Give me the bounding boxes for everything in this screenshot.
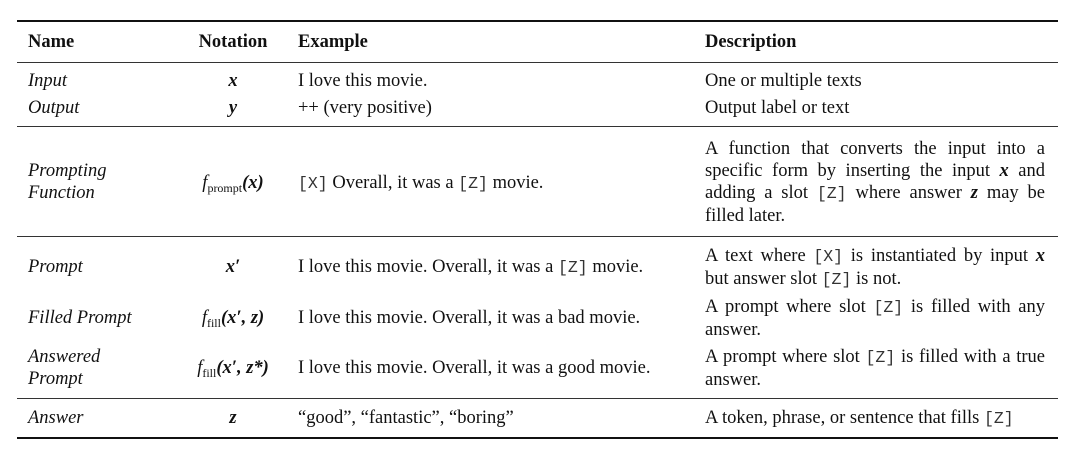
row-filled-prompt-notation: $f_{fill}(x'$, z) (201, 308, 265, 330)
row-answer-example: “good”, “fantastic”, “boring” (298, 408, 514, 428)
top-rule (17, 20, 1058, 22)
bottom-rule (17, 437, 1058, 439)
row-answered-prompt-notation: $f_{fill}(x'$, z*) (197, 358, 269, 380)
header-rule (17, 62, 1058, 63)
row-answered-prompt-example: I love this movie. Overall, it was a good movie. (298, 358, 651, 378)
row-input-name: Input (28, 71, 68, 91)
row-prompt-description: A text where [X] is instantiated by input x but answer slot [Z] is not. (705, 246, 1045, 289)
header-description: Description (705, 32, 797, 52)
row-output-description: Output label or text (705, 98, 850, 118)
section-rule-3 (17, 398, 1058, 399)
row-output-notation: y (228, 98, 238, 118)
row-prompting-function-name: Prompting Function (28, 161, 107, 203)
section-rule-2 (17, 236, 1058, 237)
row-answer-notation: z (229, 408, 237, 428)
row-prompting-function-description: A function that converts the input into a specific form by inserting the input x and adding a slot [Z] where answer z may be filled later. (705, 139, 1046, 226)
row-answer-name: Answer (28, 408, 84, 428)
row-answer-description: A token, phrase, or sentence that fills [Z] (705, 408, 1014, 428)
row-input-notation: x (228, 71, 238, 91)
header-example: Example (298, 32, 368, 52)
row-answered-prompt-name: Answered Prompt (28, 347, 101, 389)
row-output-example: ++ (very positive) (298, 98, 432, 118)
row-prompt-notation: x′ (225, 257, 241, 277)
row-input-example: I love this movie. (298, 71, 428, 91)
row-prompt-name: Prompt (28, 257, 83, 277)
row-filled-prompt-example: I love this movie. Overall, it was a bad movie. (298, 308, 641, 328)
notation-table (17, 0, 1058, 451)
row-answered-prompt-description: A prompt where slot [Z] is filled with a true answer. (705, 347, 1045, 390)
section-rule-1 (17, 126, 1058, 127)
row-filled-prompt-description: A prompt where slot [Z] is filled with any answer. (705, 297, 1045, 340)
header-notation: Notation (198, 32, 268, 52)
row-output-name: Output (28, 98, 80, 118)
header-name: Name (28, 32, 75, 52)
row-filled-prompt-name: Filled Prompt (28, 308, 132, 328)
row-prompting-function-notation: $f_{prompt}(x)$ (202, 173, 264, 195)
row-prompt-example: I love this movie. Overall, it was a [Z] movie. (298, 257, 644, 277)
row-input-description: One or multiple texts (705, 71, 862, 91)
row-prompting-function-example: [X] Overall, it was a [Z] movie. (298, 173, 544, 193)
